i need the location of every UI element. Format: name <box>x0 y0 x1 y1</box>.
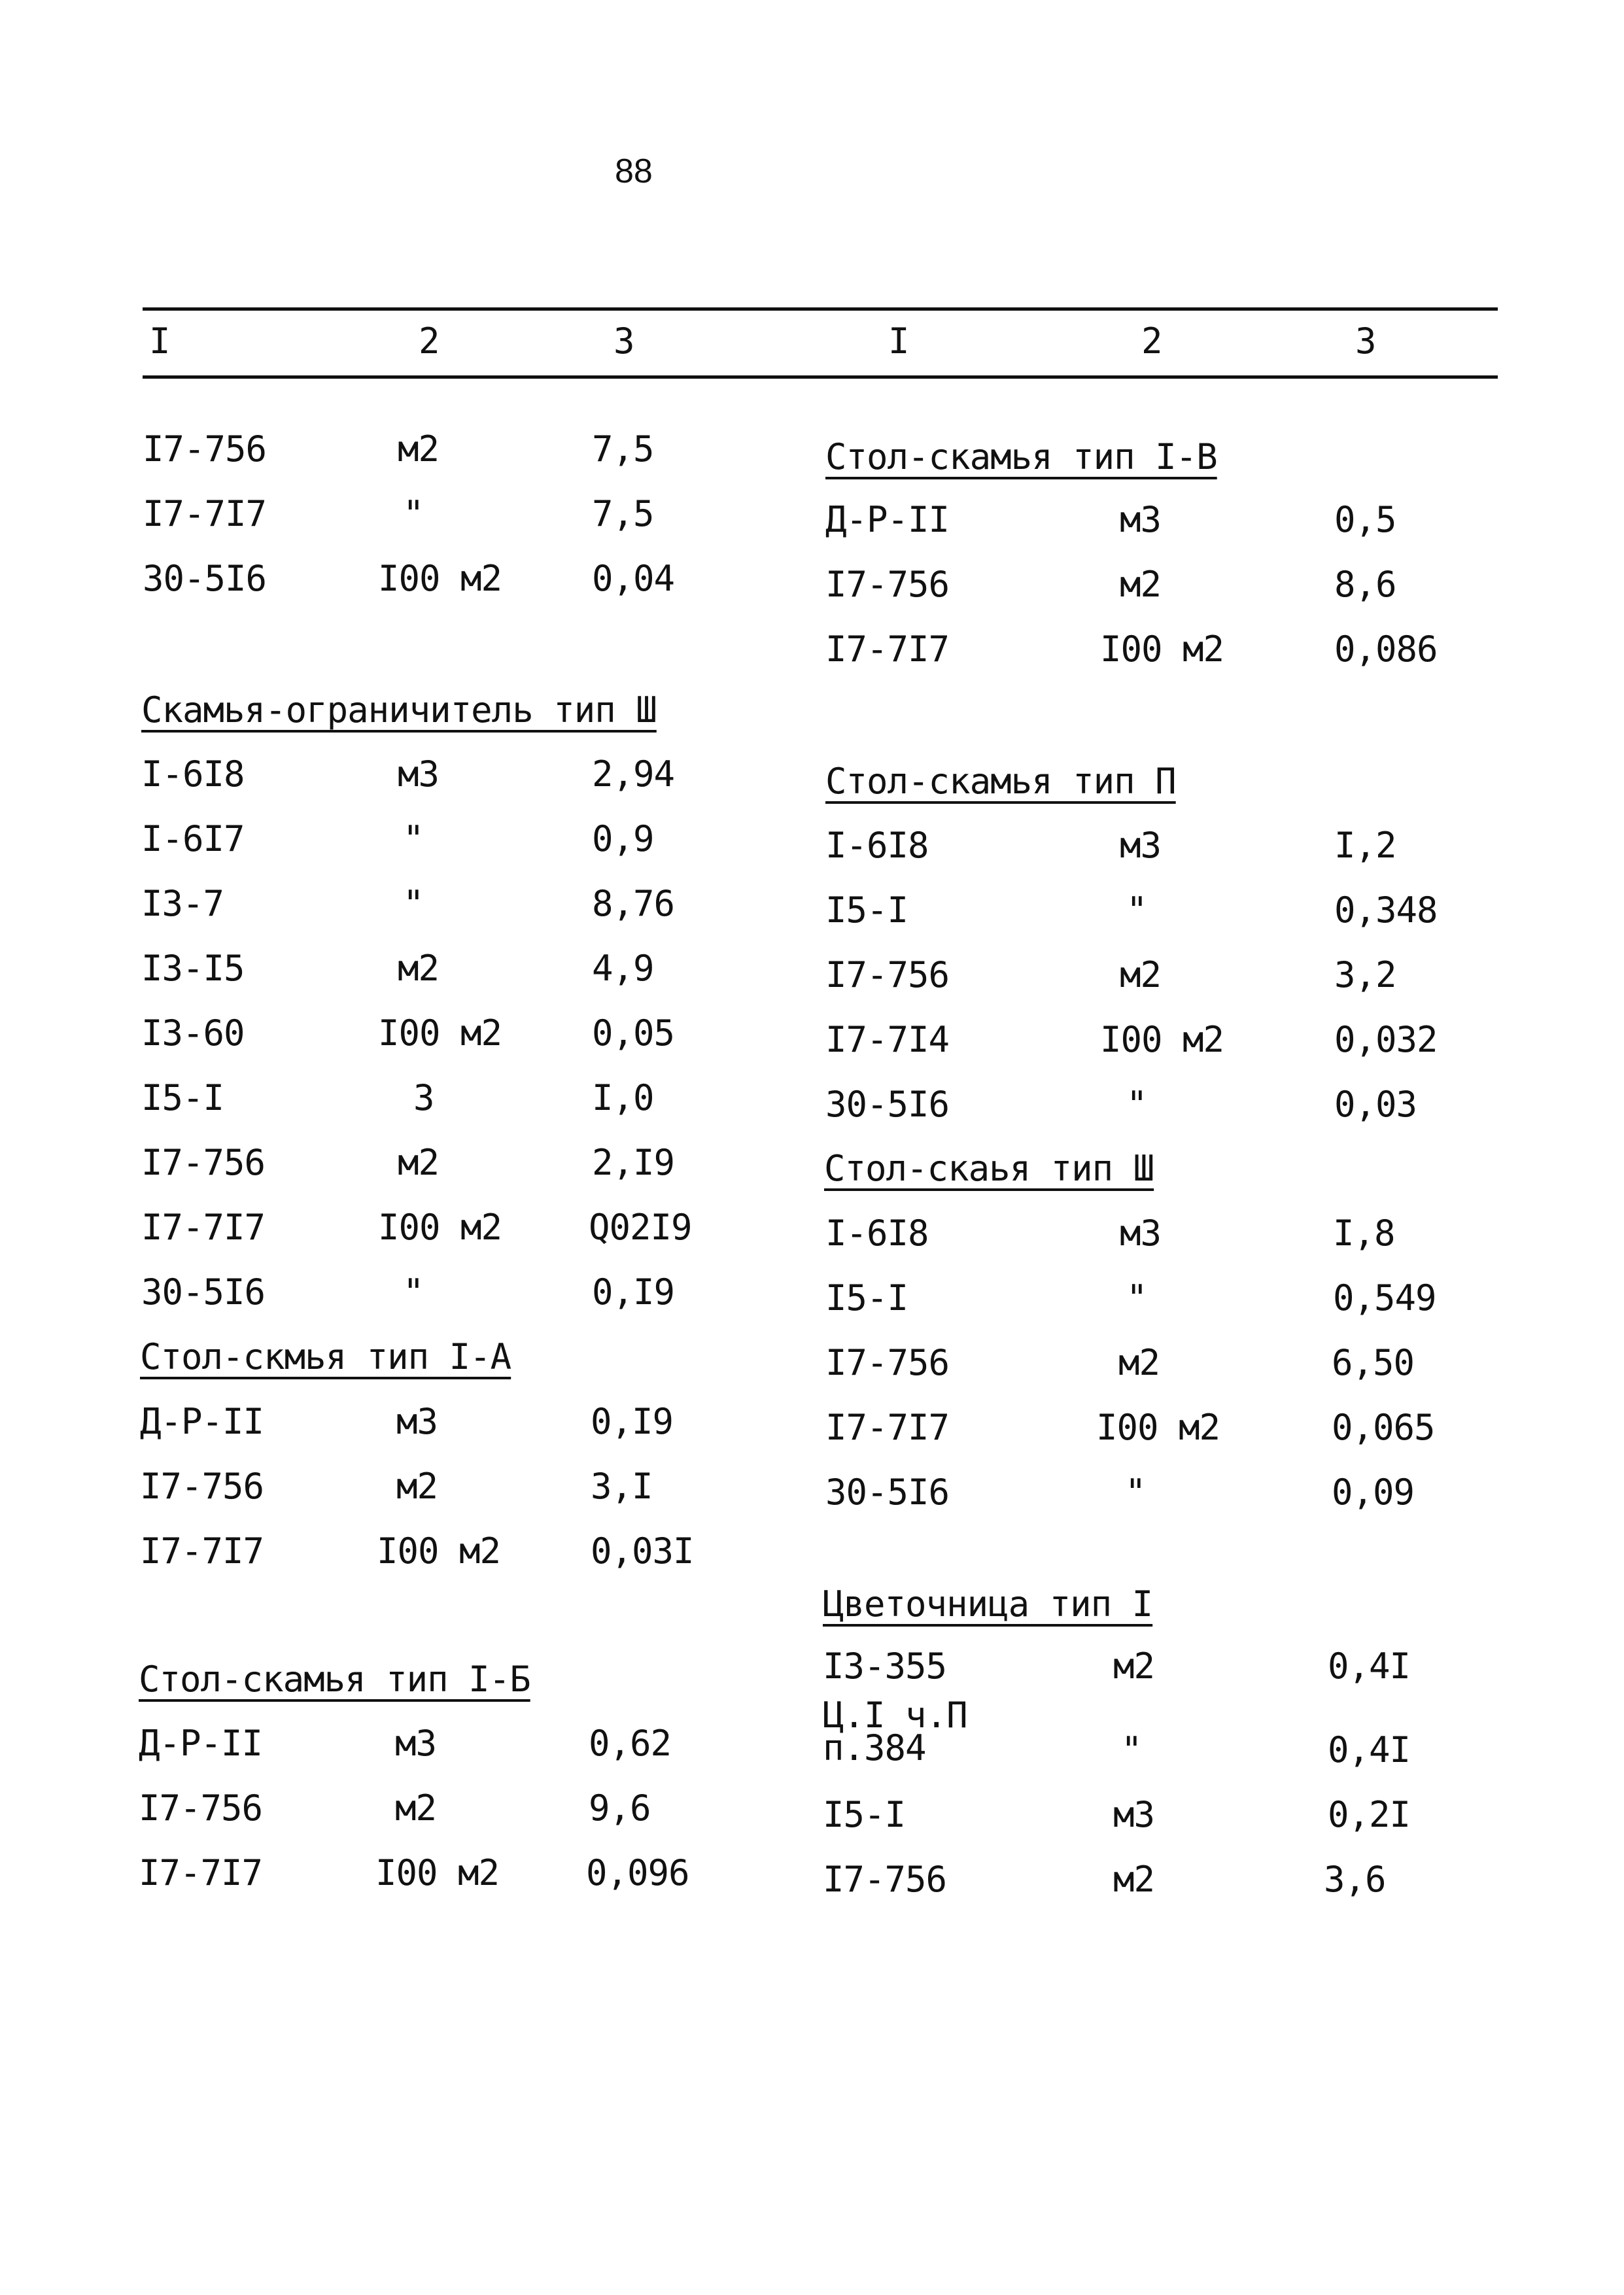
table-cell-unit: 3 <box>413 1077 434 1118</box>
table-cell-code: Д-Р-II <box>140 1401 264 1442</box>
section-heading: Скамья-ограничитель тип Ш <box>141 689 657 731</box>
table-cell-value: 2,94 <box>592 753 675 795</box>
table-cell-unit: м3 <box>1120 499 1162 540</box>
table-cell-unit: м2 <box>398 1142 440 1183</box>
table-cell-value: 6,50 <box>1332 1342 1415 1383</box>
table-cell-value: 0,I9 <box>591 1401 674 1442</box>
table-cell-code: I7-756 <box>143 428 267 470</box>
table-cell-code: I-6I8 <box>825 825 929 866</box>
table-cell-value: 0,348 <box>1334 889 1438 931</box>
table-cell-code: I5-I <box>823 1794 906 1835</box>
table-cell-value: 0,032 <box>1334 1019 1438 1060</box>
section-heading: Стол-скмья тип I-А <box>140 1336 511 1377</box>
table-cell-value: I,0 <box>592 1077 654 1118</box>
table-cell-code: I5-I <box>141 1077 224 1118</box>
column-header-6: 3 <box>1355 320 1377 362</box>
table-cell-value: 3,6 <box>1324 1859 1386 1900</box>
page-number: 88 <box>615 152 653 190</box>
table-cell-code: I7-756 <box>825 564 950 605</box>
table-cell-unit: " <box>403 493 424 534</box>
table-cell-value: 0,4I <box>1328 1729 1411 1770</box>
table-cell-code: I-6I7 <box>141 818 245 859</box>
table-cell-unit: " <box>1126 889 1147 931</box>
table-cell-value: 0,9 <box>592 818 654 859</box>
table-cell-code-line: п.384 <box>823 1727 926 1769</box>
table-cell-unit: " <box>1121 1729 1142 1770</box>
table-cell-unit: I00 м2 <box>1100 1019 1224 1060</box>
table-cell-code: 30-5I6 <box>141 1271 266 1313</box>
table-cell-unit: м2 <box>1113 1859 1155 1900</box>
table-cell-unit: м3 <box>396 1401 438 1442</box>
table-cell-value: 8,6 <box>1334 564 1396 605</box>
table-cell-value: 4,9 <box>592 948 654 989</box>
table-cell-value: Q02I9 <box>589 1207 692 1248</box>
table-cell-unit: I00 м2 <box>378 558 502 599</box>
section-heading: Стол-скамья тип I-Б <box>139 1659 530 1700</box>
table-cell-code: 30-5I6 <box>825 1084 950 1125</box>
table-cell-unit: м2 <box>398 428 440 470</box>
table-cell-unit: м3 <box>1113 1794 1155 1835</box>
table-cell-code: I7-756 <box>825 1342 950 1383</box>
table-cell-unit: " <box>1125 1472 1146 1513</box>
column-header-5: 2 <box>1141 320 1163 362</box>
table-cell-value: 9,6 <box>589 1787 651 1829</box>
table-cell-unit: м2 <box>1118 1342 1160 1383</box>
table-cell-value: 0,549 <box>1333 1277 1436 1319</box>
table-cell-value: 3,I <box>591 1466 653 1507</box>
table-cell-unit: м2 <box>1113 1646 1155 1687</box>
table-cell-value: 7,5 <box>592 493 654 534</box>
table-cell-value: 0,I9 <box>592 1271 675 1313</box>
table-cell-unit: I00 м2 <box>377 1530 501 1572</box>
table-cell-unit: I00 м2 <box>378 1012 502 1054</box>
table-cell-code: I3-I5 <box>141 948 245 989</box>
table-cell-unit: м3 <box>398 753 440 795</box>
table-cell-value: 0,09 <box>1332 1472 1415 1513</box>
table-cell-unit: " <box>1126 1277 1147 1319</box>
table-cell-code: 30-5I6 <box>825 1472 950 1513</box>
table-cell-value: 0,03 <box>1334 1084 1417 1125</box>
table-cell-code: 30-5I6 <box>143 558 267 599</box>
table-cell-code: I7-756 <box>825 954 950 995</box>
table-cell-value: 0,5 <box>1334 499 1396 540</box>
table-cell-unit: м2 <box>1120 954 1162 995</box>
table-cell-unit: м3 <box>395 1723 437 1764</box>
table-cell-code: I5-I <box>825 1277 908 1319</box>
table-cell-value: 8,76 <box>592 883 675 924</box>
table-cell-value: 0,04 <box>592 558 675 599</box>
table-cell-code <box>823 1695 967 1769</box>
table-cell-unit: м2 <box>398 948 440 989</box>
table-cell-code-line: Ц.I ч.П <box>823 1695 967 1736</box>
table-cell-code: I-6I8 <box>141 753 245 795</box>
table-cell-code: I7-7I7 <box>825 629 950 670</box>
table-cell-value: 0,62 <box>589 1723 672 1764</box>
table-cell-code: Д-Р-II <box>139 1723 263 1764</box>
table-cell-value: 0,4I <box>1328 1646 1411 1687</box>
section-heading: Стол-скамья тип I-В <box>825 436 1217 477</box>
table-cell-code: I7-7I7 <box>140 1530 264 1572</box>
table-cell-code: Д-Р-II <box>825 499 950 540</box>
table-cell-code: I7-756 <box>140 1466 264 1507</box>
section-heading: Стол-скамья тип П <box>825 761 1176 802</box>
column-header-2: 2 <box>419 320 440 362</box>
table-cell-code: I7-7I7 <box>825 1407 950 1448</box>
table-cell-code: I-6I8 <box>825 1213 929 1254</box>
table-cell-code: I7-7I4 <box>825 1019 950 1060</box>
table-cell-value: I,8 <box>1333 1213 1395 1254</box>
table-cell-unit: м2 <box>396 1466 438 1507</box>
section-heading: Цветочница тип I <box>823 1583 1153 1625</box>
table-cell-value: 0,03I <box>591 1530 694 1572</box>
table-cell-unit: " <box>403 818 424 859</box>
section-heading: Стол-скаья тип Ш <box>824 1148 1154 1189</box>
table-cell-value: 0,065 <box>1332 1407 1435 1448</box>
table-cell-value: 3,2 <box>1334 954 1396 995</box>
table-cell-code: I7-7I7 <box>139 1852 263 1893</box>
table-cell-value: I,2 <box>1334 825 1396 866</box>
table-cell-unit: м3 <box>1120 825 1162 866</box>
table-cell-code: I3-7 <box>141 883 224 924</box>
table-cell-unit: " <box>1126 1084 1147 1125</box>
table-cell-unit: I00 м2 <box>1100 629 1224 670</box>
table-cell-unit: I00 м2 <box>375 1852 500 1893</box>
table-cell-value: 0,2I <box>1328 1794 1411 1835</box>
table-cell-code: I7-756 <box>139 1787 263 1829</box>
table-cell-value: 0,05 <box>592 1012 675 1054</box>
table-cell-code: I3-60 <box>141 1012 245 1054</box>
table-cell-value: 0,086 <box>1334 629 1438 670</box>
table-top-rule <box>143 307 1498 311</box>
table-cell-unit: I00 м2 <box>378 1207 502 1248</box>
table-cell-unit: " <box>403 1271 424 1313</box>
table-cell-code: I7-7I7 <box>143 493 267 534</box>
table-cell-unit: м2 <box>395 1787 437 1829</box>
table-cell-code: I7-7I7 <box>141 1207 266 1248</box>
table-cell-unit: " <box>403 883 424 924</box>
column-header-3: 3 <box>613 320 635 362</box>
table-header-rule <box>143 375 1498 379</box>
table-cell-unit: м2 <box>1120 564 1162 605</box>
table-cell-code: I7-756 <box>141 1142 266 1183</box>
table-cell-value: 7,5 <box>592 428 654 470</box>
column-header-4: I <box>888 320 910 362</box>
table-cell-unit: м3 <box>1120 1213 1162 1254</box>
table-cell-unit: I00 м2 <box>1096 1407 1220 1448</box>
table-cell-value: 0,096 <box>586 1852 689 1893</box>
table-cell-code: I7-756 <box>823 1859 947 1900</box>
table-cell-code: I3-355 <box>823 1646 947 1687</box>
column-header-1: I <box>149 320 171 362</box>
table-cell-code: I5-I <box>825 889 908 931</box>
table-cell-value: 2,I9 <box>592 1142 675 1183</box>
